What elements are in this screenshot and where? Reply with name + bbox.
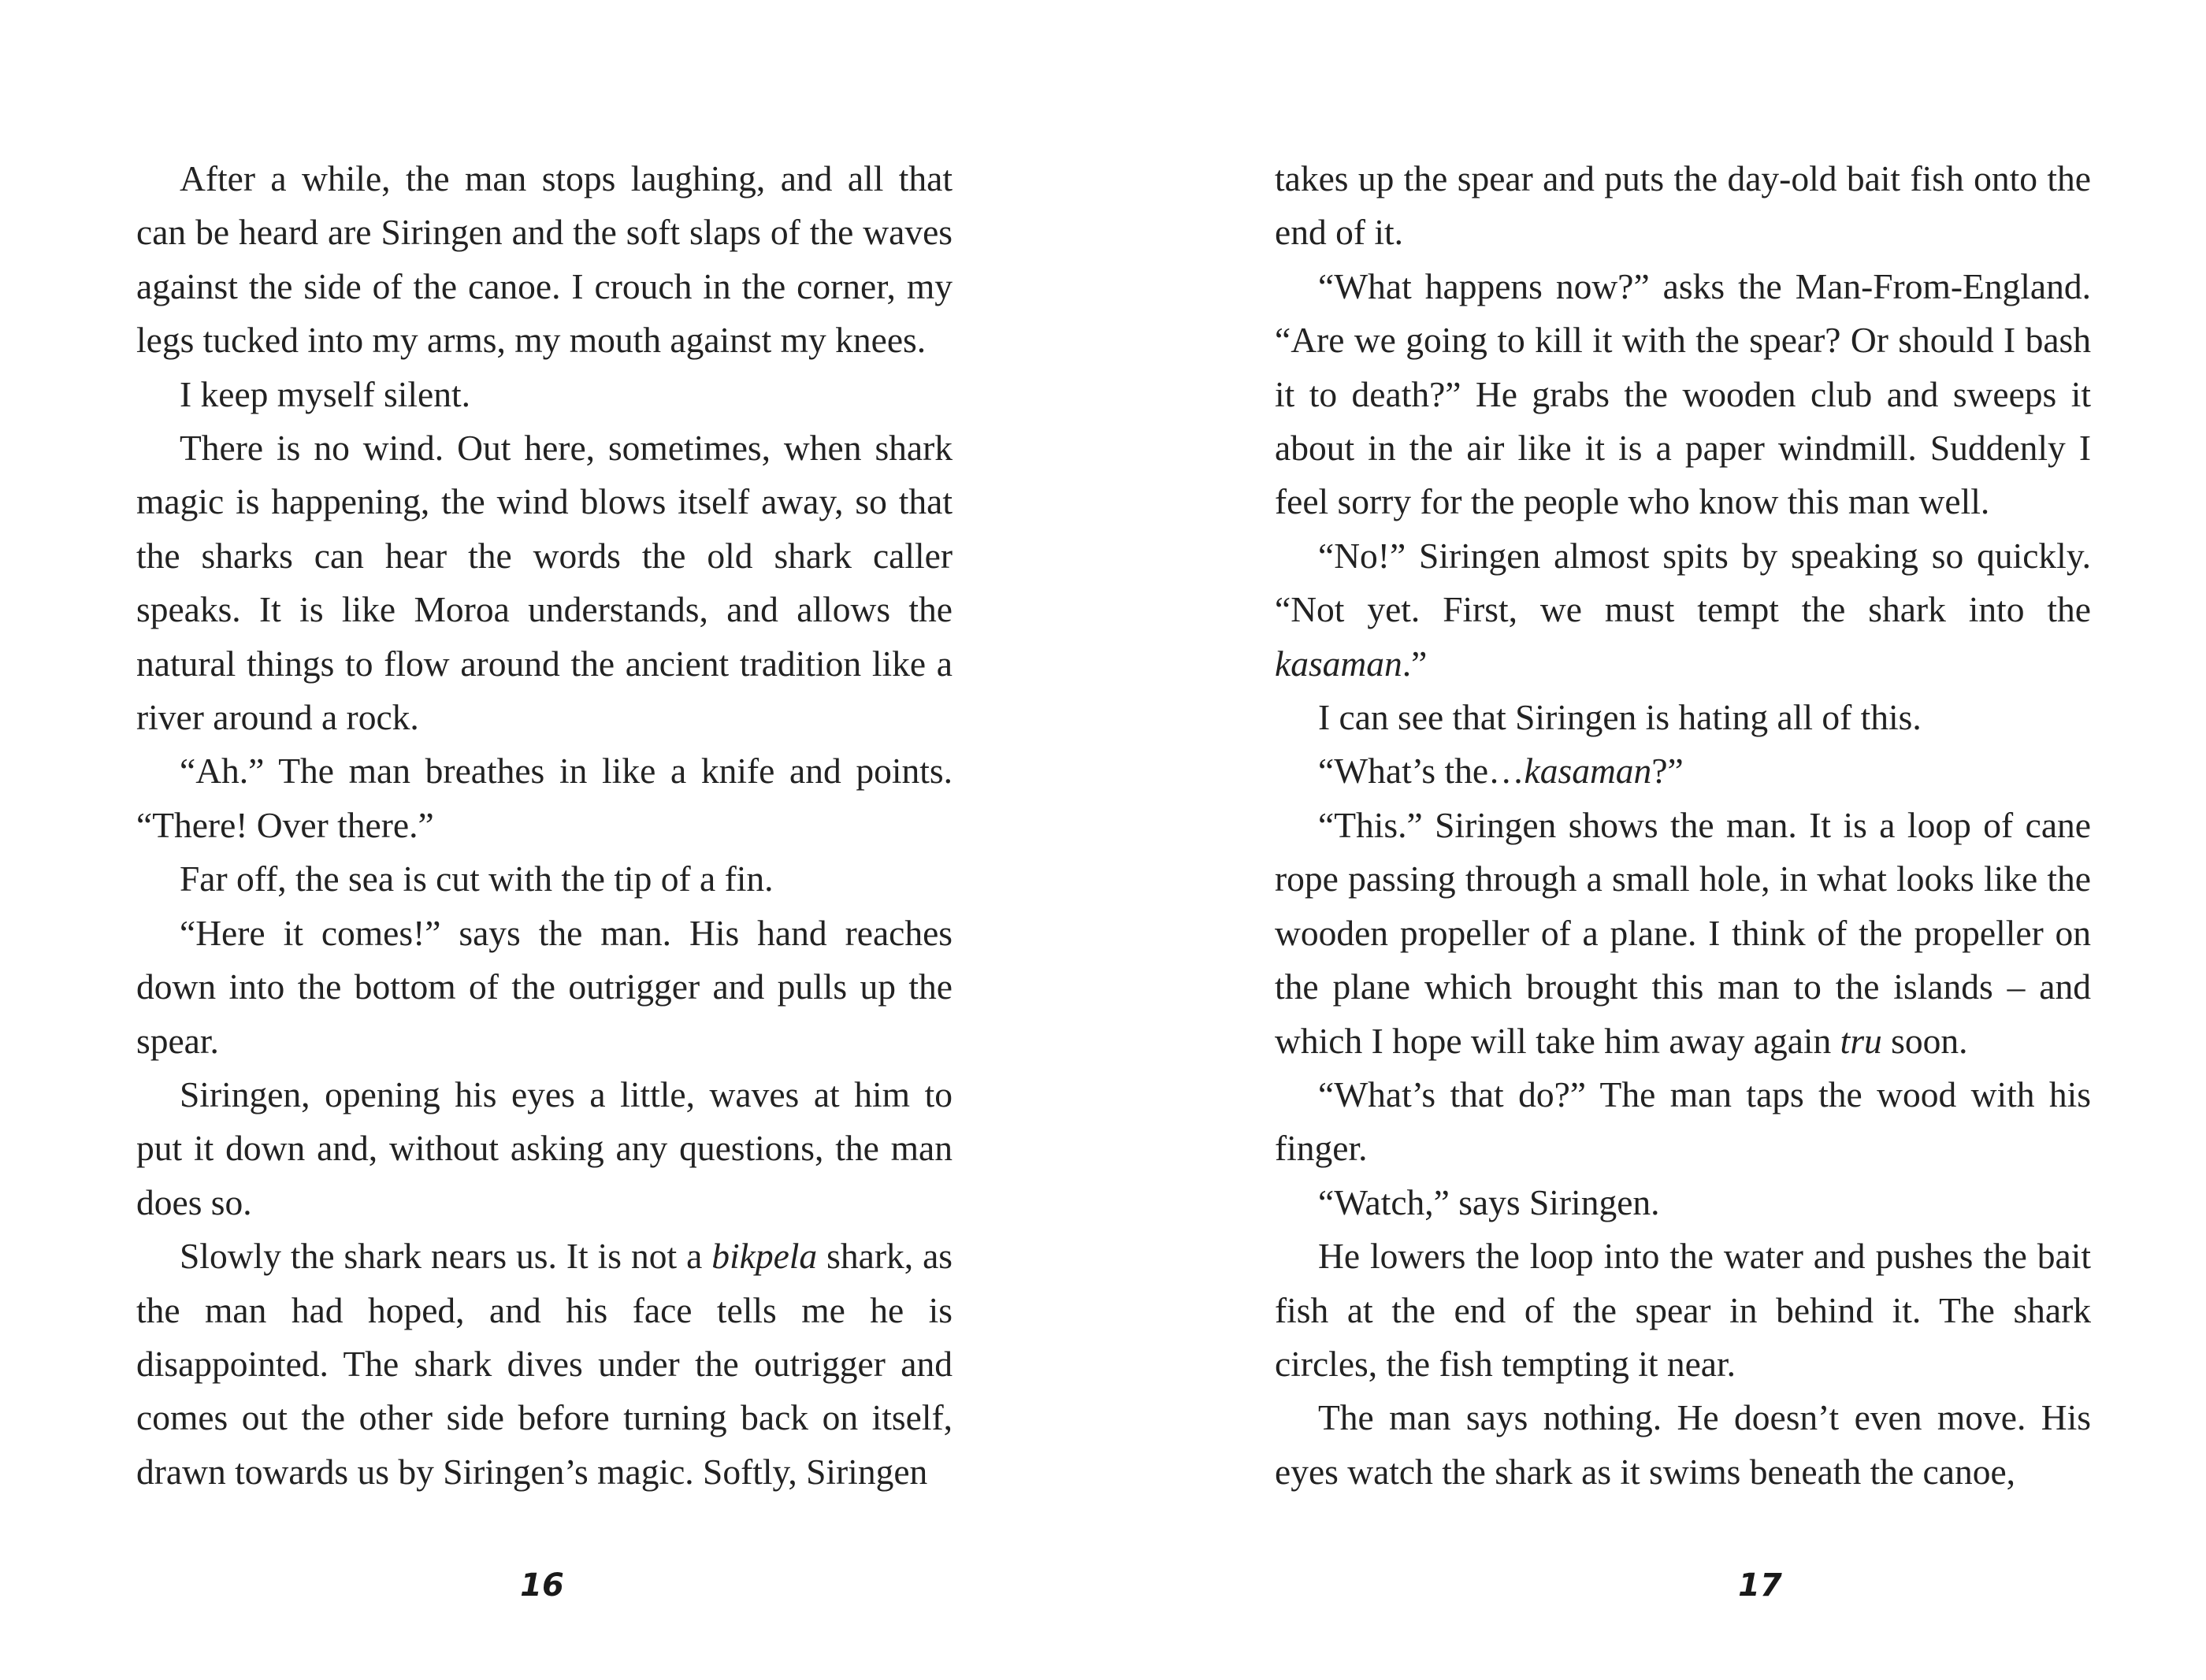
paragraph bbox=[136, 368, 953, 421]
paragraph bbox=[1275, 1229, 2091, 1391]
left-page-number: 16 bbox=[520, 1567, 564, 1604]
text-run: I keep myself silent. bbox=[180, 373, 470, 414]
italic-word: bikpela bbox=[711, 1236, 818, 1277]
text-run: I can see that Siringen is hating all of this. bbox=[1318, 697, 1922, 738]
paragraph bbox=[1275, 691, 2091, 744]
text-run: “What happens now?” asks the Man-From-England. “Are we going to kill it with the spear? Or should I bash it to death?” He grabs the wooden club and sweeps it about in the air like it is a paper windmill. Suddenly I feel sorry for the people who know this man well. bbox=[1275, 265, 2091, 522]
paragraph bbox=[136, 421, 953, 744]
italic-word: kasaman bbox=[1275, 643, 1402, 684]
text-run: “What’s the… bbox=[1318, 751, 1525, 792]
right-page bbox=[1103, 0, 2206, 1680]
paragraph bbox=[1275, 799, 2091, 1068]
text-run: The man says nothing. He doesn’t even move. His eyes watch the shark as it swims beneath the canoe, bbox=[1275, 1397, 2091, 1492]
paragraph bbox=[1275, 1176, 2091, 1229]
right-page-text bbox=[1275, 152, 2091, 1499]
text-run: takes up the spear and puts the day-old bait fish onto the end of it. bbox=[1275, 158, 2091, 253]
paragraph bbox=[1275, 529, 2091, 691]
paragraph bbox=[1275, 152, 2091, 260]
text-run: He lowers the loop into the water and pushes the bait fish at the end of the spear in behind it. The shark circles, the fish tempting it near. bbox=[1275, 1236, 2091, 1384]
text-run: .” bbox=[1402, 643, 1428, 684]
text-run: “Watch,” says Siringen. bbox=[1318, 1181, 1660, 1222]
text-run: “No!” Siringen almost spits by speaking so quickly. “Not yet. First, we must tempt the shark into the bbox=[1275, 535, 2091, 630]
paragraph bbox=[1275, 744, 2091, 798]
text-run: “Here it comes!” says the man. His hand reaches down into the bottom of the outrigger and pulls up the spear. bbox=[136, 912, 953, 1061]
text-run: soon. bbox=[1881, 1020, 1968, 1061]
paragraph bbox=[136, 1229, 953, 1499]
text-run: “What’s that do?” The man taps the wood with his finger. bbox=[1275, 1074, 2091, 1169]
text-run: ?” bbox=[1651, 751, 1684, 792]
paragraph bbox=[136, 744, 953, 852]
paragraph bbox=[136, 907, 953, 1068]
italic-word: kasaman bbox=[1524, 751, 1652, 792]
text-run: After a while, the man stops laughing, and all that can be heard are Siringen and the soft slaps of the waves against the side of the canoe. I crouch in the corner, my legs tucked into my arms, my mouth against my knees. bbox=[136, 158, 953, 361]
text-run: Far off, the sea is cut with the tip of a fin. bbox=[180, 859, 774, 899]
text-run: shark, as the man had hoped, and his face tells me he is disappointed. The shark dives under the outrigger and comes out the other side before turning back on itself, drawn towards us by Siringen’s magic. Softly, Siringen bbox=[136, 1236, 953, 1492]
right-page-number: 17 bbox=[1738, 1567, 1782, 1604]
paragraph bbox=[1275, 1068, 2091, 1176]
paragraph bbox=[136, 152, 953, 368]
paragraph bbox=[1275, 1391, 2091, 1499]
left-page-text bbox=[136, 152, 953, 1499]
text-run: There is no wind. Out here, sometimes, when shark magic is happening, the wind blows itself away, so that the sharks can hear the words the old shark caller speaks. It is like Moroa understands, and allows the natural things to flow around the ancient tradition like a river around a rock. bbox=[136, 428, 953, 738]
paragraph bbox=[136, 1068, 953, 1229]
text-run: “Ah.” The man breathes in like a knife and points. “There! Over there.” bbox=[136, 751, 953, 845]
italic-word: tru bbox=[1840, 1020, 1882, 1061]
text-run: “This.” Siringen shows the man. It is a loop of cane rope passing through a small hole, in what looks like the wooden propeller of a plane. I think of the propeller on the plane which brought this man to the islands – and which I hope will take him away again bbox=[1275, 804, 2091, 1061]
text-run: Slowly the shark nears us. It is not a bbox=[180, 1236, 712, 1277]
paragraph bbox=[136, 852, 953, 906]
paragraph bbox=[1275, 260, 2091, 529]
text-run: Siringen, opening his eyes a little, waves at him to put it down and, without asking any questions, the man does so. bbox=[136, 1074, 953, 1222]
